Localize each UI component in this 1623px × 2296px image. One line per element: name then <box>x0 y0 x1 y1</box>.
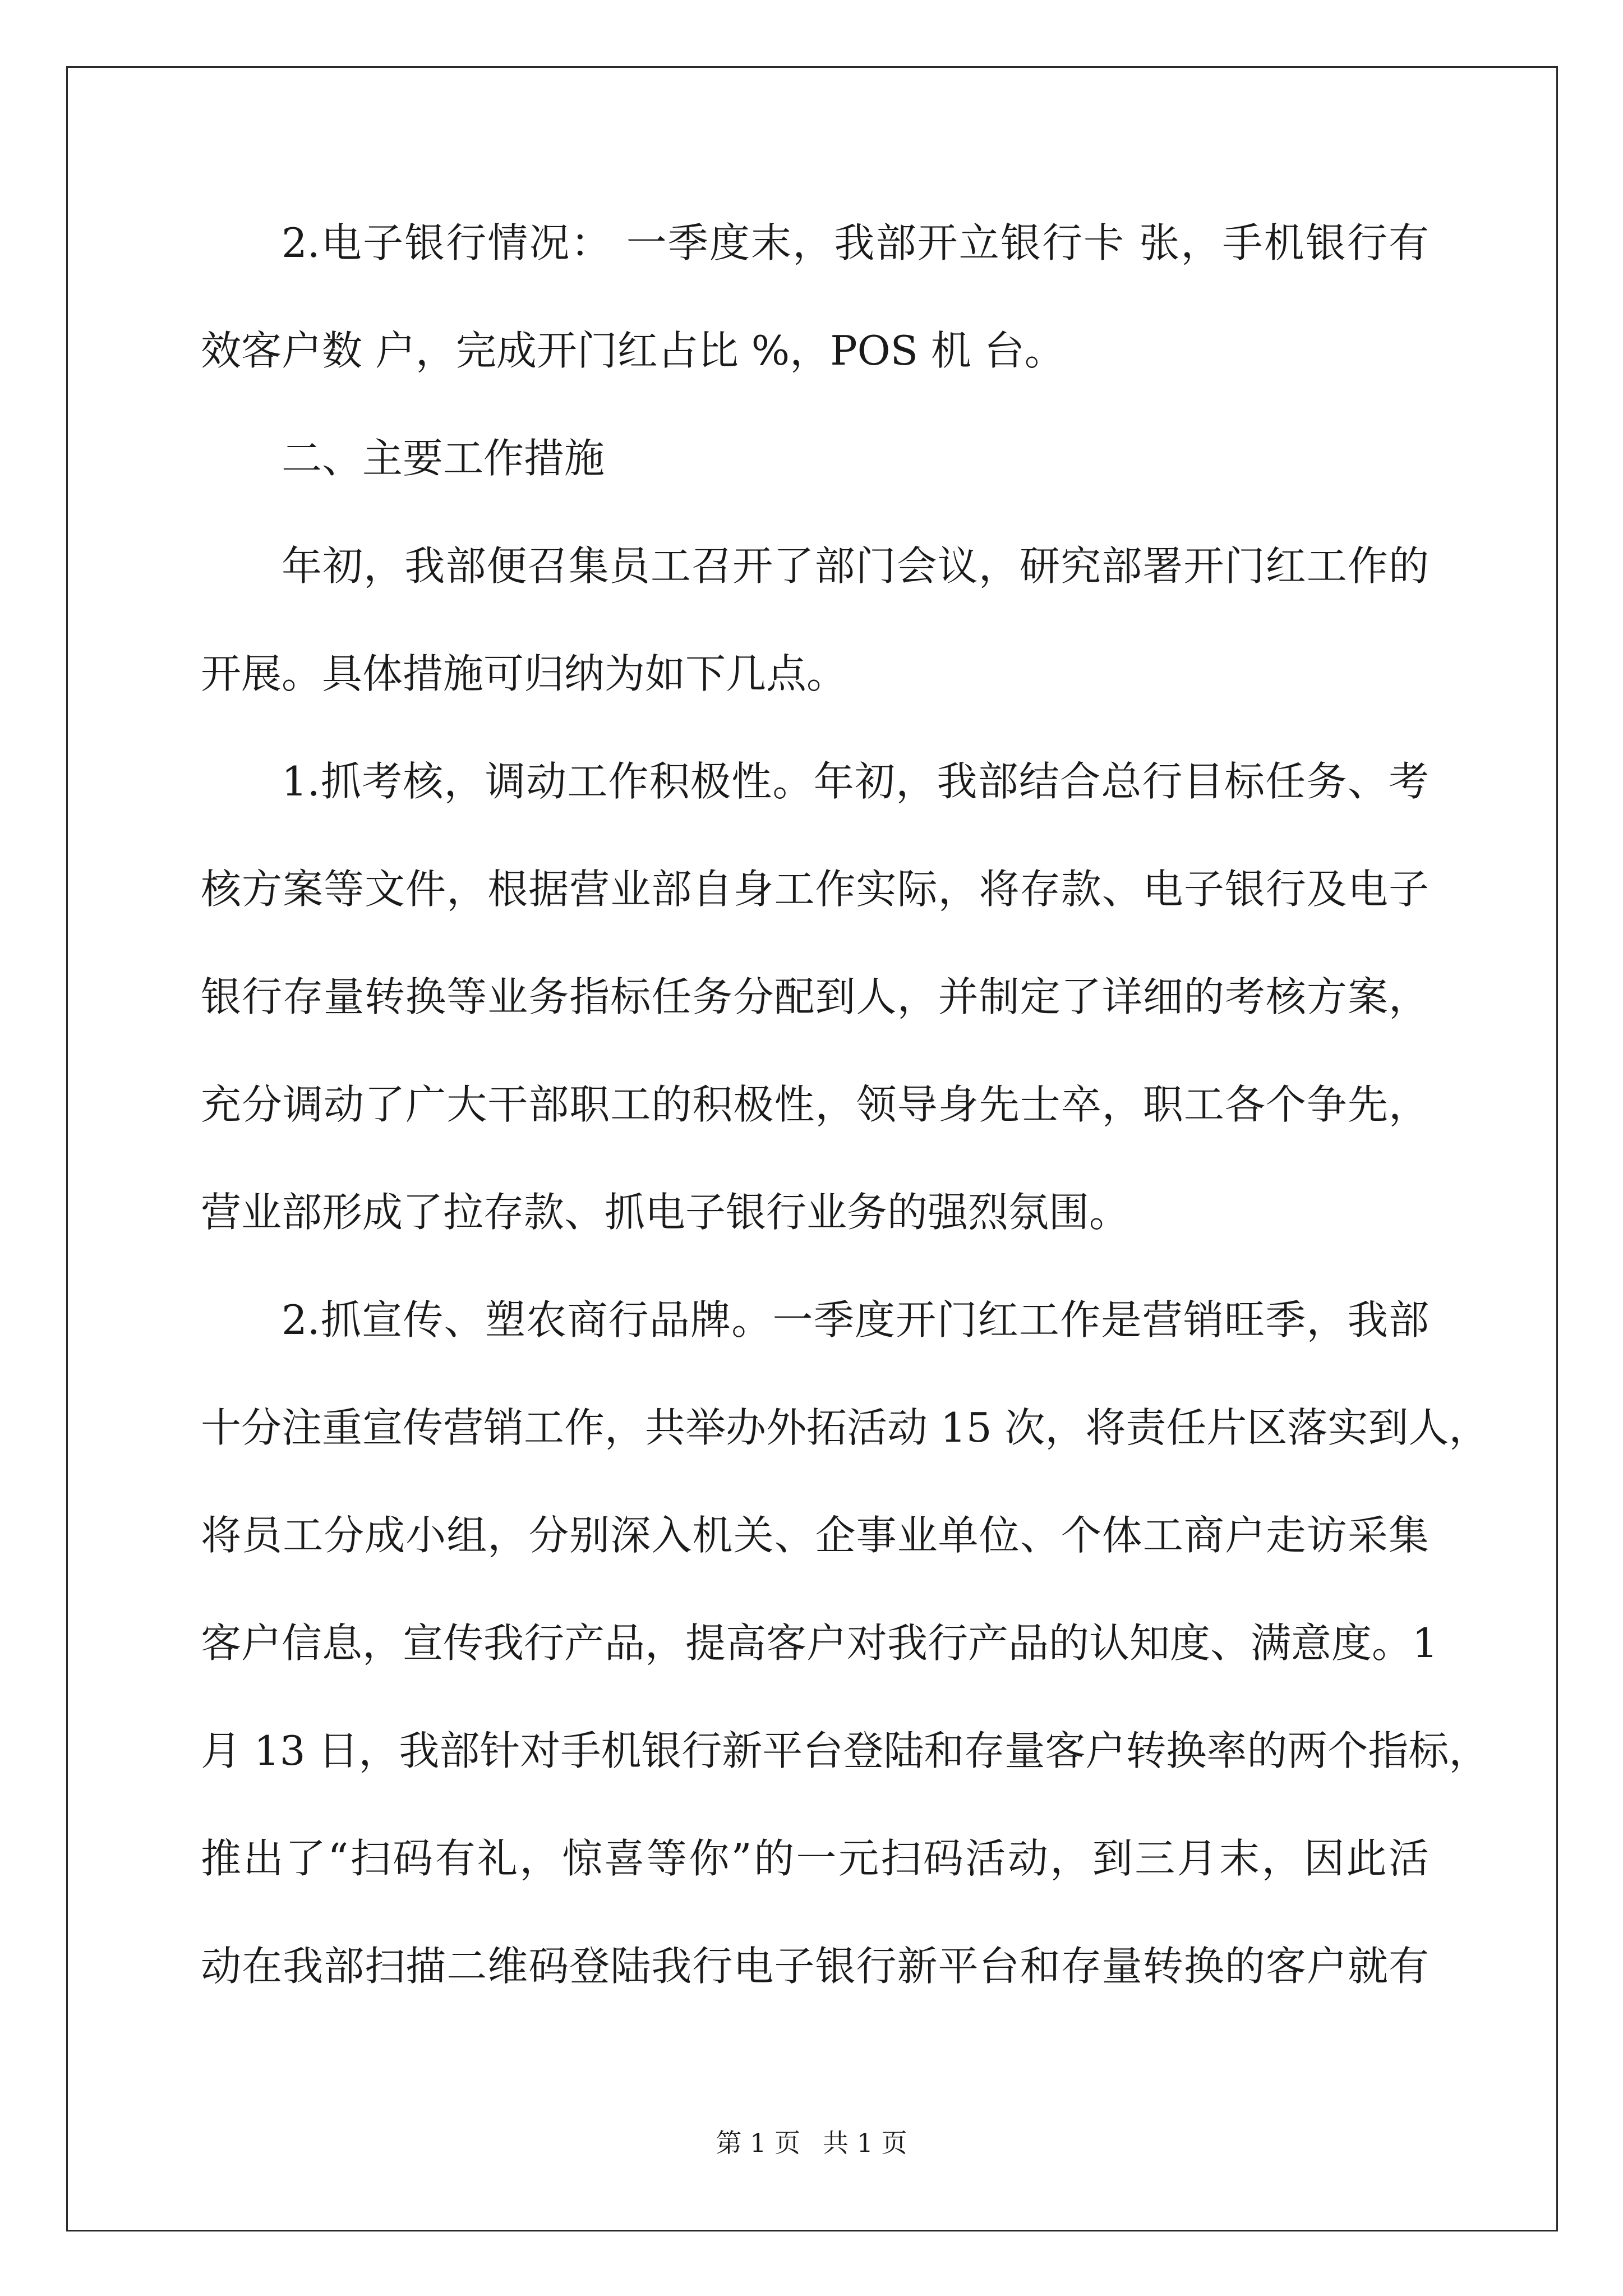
paragraph-line: 将员工分成小组，分别深入机关、企事业单位、个体工商户走访采集 <box>201 1512 1429 1559</box>
paragraph-line: 动在我部扫描二维码登陆我行电子银行新平台和存量转换的客户就有 <box>201 1943 1429 1990</box>
paragraph-line: 月 13 日，我部针对手机银行新平台登陆和存量客户转换率的两个指标， <box>201 1727 1490 1774</box>
paragraph-line: 1.抓考核，调动工作积极性。年初，我部结合总行目标任务、考 <box>282 758 1429 805</box>
paragraph-line: 开展。具体措施可归纳为如下几点。 <box>201 650 847 697</box>
paragraph-line: 2.电子银行情况： 一季度末，我部开立银行卡 张，手机银行有 <box>282 219 1429 266</box>
paragraph-line: 营业部形成了拉存款、抓电子银行业务的强烈氛围。 <box>201 1189 1130 1236</box>
paragraph-line: 客户信息，宣传我行产品，提高客户对我行产品的认知度、满意度。1 <box>201 1619 1438 1667</box>
paragraph-line: 核方案等文件，根据营业部自身工作实际，将存款、电子银行及电子 <box>201 866 1429 913</box>
page-number: 第 1 页 <box>716 2128 800 2158</box>
paragraph-line: 充分调动了广大干部职工的积极性，领导身先士卒，职工各个争先， <box>201 1081 1429 1128</box>
page-total: 共 1 页 <box>823 2128 907 2158</box>
paragraph-line: 效客户数 户，完成开门红占比 %，POS 机 台。 <box>201 327 1065 374</box>
paragraph-line: 银行存量转换等业务指标任务分配到人，并制定了详细的考核方案， <box>201 973 1429 1020</box>
paragraph-line: 十分注重宣传营销工作，共举办外拓活动 15 次，将责任片区落实到人， <box>201 1404 1490 1451</box>
page-border <box>66 66 1558 2231</box>
paragraph-line: 推出了“扫码有礼，惊喜等你”的一元扫码活动，到三月末，因此活 <box>201 1835 1429 1882</box>
paragraph-line: 年初，我部便召集员工召开了部门会议，研究部署开门红工作的 <box>282 542 1429 590</box>
page-footer <box>0 2126 1623 2160</box>
section-heading: 二、主要工作措施 <box>282 435 605 482</box>
paragraph-line: 2.抓宣传、塑农商行品牌。一季度开门红工作是营销旺季，我部 <box>282 1296 1429 1343</box>
